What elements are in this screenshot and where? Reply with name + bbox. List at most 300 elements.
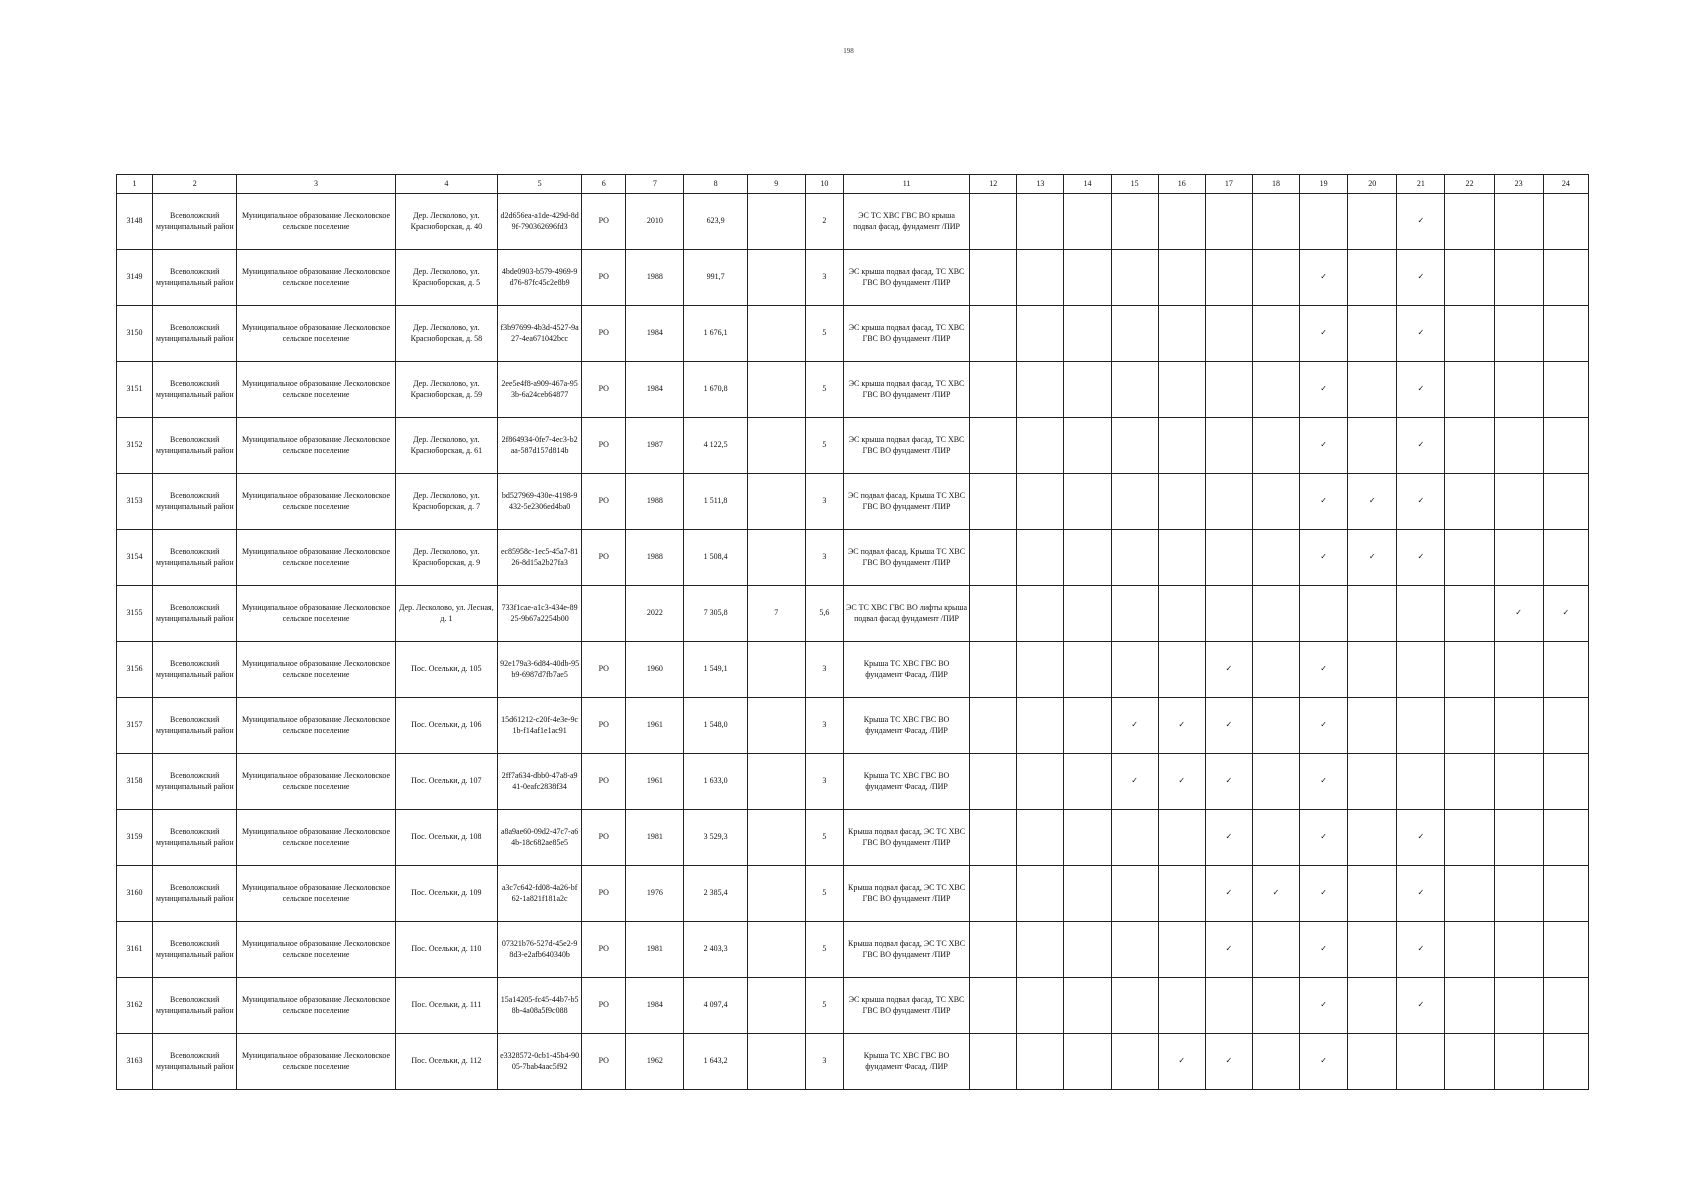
- empty-cell: [1445, 866, 1494, 922]
- check-mark-icon: ✓: [1300, 530, 1348, 586]
- empty-cell: [970, 922, 1017, 978]
- empty-cell: [1158, 810, 1205, 866]
- check-mark-icon: ✓: [1205, 810, 1252, 866]
- check-mark-icon: ✓: [1205, 754, 1252, 810]
- district-cell: Всеволожский муниципальный район: [153, 754, 237, 810]
- housing-registry-table: [116, 174, 1589, 1090]
- empty-cell: [1348, 306, 1397, 362]
- check-mark-icon: ✓: [1300, 642, 1348, 698]
- table-row: [117, 642, 1589, 698]
- building-id-cell: 2f864934-0fe7-4ec3-b2aa-587d157d814b: [498, 418, 582, 474]
- works-cell: ЭС крыша подвал фасад, ТС ХВС ГВС ВО фундамент /ПИР: [843, 418, 969, 474]
- building-id-cell: 15a14205-fc45-44b7-b58b-4a08a5f9c088: [498, 978, 582, 1034]
- empty-cell: [1348, 698, 1397, 754]
- empty-cell: [1348, 418, 1397, 474]
- year-cell: 1988: [626, 474, 684, 530]
- address-cell: Дер. Лесколово, ул. Красноборская, д. 58: [395, 306, 497, 362]
- empty-cell: [1205, 418, 1252, 474]
- address-cell: Дер. Лесколово, ул. Красноборская, д. 40: [395, 194, 497, 250]
- check-mark-icon: ✓: [1205, 922, 1252, 978]
- fund-form-cell: РО: [582, 250, 626, 306]
- row-number-cell: 3155: [117, 586, 153, 642]
- works-cell: Крыша ТС ХВС ГВС ВО фундамент Фасад, /ПИР: [843, 754, 969, 810]
- empty-cell: [1064, 698, 1111, 754]
- row-number-cell: 3154: [117, 530, 153, 586]
- empty-cell: [970, 810, 1017, 866]
- column-header: 8: [684, 175, 747, 194]
- empty-cell: [970, 1034, 1017, 1090]
- empty-cell: [1494, 250, 1543, 306]
- column-header: 12: [970, 175, 1017, 194]
- empty-cell: [1064, 866, 1111, 922]
- row-number-cell: 3149: [117, 250, 153, 306]
- empty-cell: [1158, 866, 1205, 922]
- works-cell: ЭС ТС ХВС ГВС ВО крыша подвал фасад, фундамент /ПИР: [843, 194, 969, 250]
- empty-cell: [970, 418, 1017, 474]
- municipality-cell: Муниципальное образование Лесколовское сельское поселение: [237, 810, 395, 866]
- empty-cell: [1543, 530, 1588, 586]
- works-cell: ЭС крыша подвал фасад, ТС ХВС ГВС ВО фундамент /ПИР: [843, 978, 969, 1034]
- year-cell: 1984: [626, 978, 684, 1034]
- check-mark-icon: ✓: [1158, 754, 1205, 810]
- empty-cell: [1111, 530, 1158, 586]
- check-mark-icon: ✓: [1205, 866, 1252, 922]
- check-mark-icon: ✓: [1300, 306, 1348, 362]
- works-cell: ЭС крыша подвал фасад, ТС ХВС ГВС ВО фундамент /ПИР: [843, 306, 969, 362]
- table-row: [117, 418, 1589, 474]
- empty-cell: [1494, 418, 1543, 474]
- address-cell: Дер. Лесколово, ул. Красноборская, д. 59: [395, 362, 497, 418]
- table-row: [117, 754, 1589, 810]
- check-mark-icon: ✓: [1397, 922, 1445, 978]
- building-id-cell: e3328572-0cb1-45b4-9005-7bab4aac5f92: [498, 1034, 582, 1090]
- building-id-cell: 4bde0903-b579-4969-9d76-87fc45c2e8b9: [498, 250, 582, 306]
- column-header: 11: [843, 175, 969, 194]
- empty-cell: [1064, 922, 1111, 978]
- year-cell: 1988: [626, 530, 684, 586]
- empty-cell: [1445, 698, 1494, 754]
- fund-form-cell: РО: [582, 474, 626, 530]
- row-number-cell: 3152: [117, 418, 153, 474]
- empty-cell: [1445, 922, 1494, 978]
- empty-cell: [1348, 250, 1397, 306]
- municipality-cell: Муниципальное образование Лесколовское сельское поселение: [237, 418, 395, 474]
- municipality-cell: Муниципальное образование Лесколовское сельское поселение: [237, 306, 395, 362]
- empty-cell: [970, 698, 1017, 754]
- area-cell: 1 670,8: [684, 362, 747, 418]
- area-cell: 1 549,1: [684, 642, 747, 698]
- empty-cell: [1494, 306, 1543, 362]
- building-id-cell: a8a9ae60-09d2-47c7-a64b-18c682ae85e5: [498, 810, 582, 866]
- empty-cell: [1543, 362, 1588, 418]
- check-mark-icon: ✓: [1397, 194, 1445, 250]
- empty-cell: [1445, 418, 1494, 474]
- table-row: [117, 530, 1589, 586]
- works-cell: Крыша подвал фасад, ЭС ТС ХВС ГВС ВО фундамент /ПИР: [843, 922, 969, 978]
- column-9-cell: [747, 474, 805, 530]
- building-id-cell: a3c7c642-fd08-4a26-bf62-1a821f181a2c: [498, 866, 582, 922]
- column-9-cell: [747, 1034, 805, 1090]
- column-header: 16: [1158, 175, 1205, 194]
- empty-cell: [1494, 922, 1543, 978]
- column-9-cell: [747, 306, 805, 362]
- table-row: [117, 474, 1589, 530]
- empty-cell: [1064, 530, 1111, 586]
- empty-cell: [1348, 866, 1397, 922]
- empty-cell: [1445, 586, 1494, 642]
- check-mark-icon: ✓: [1397, 810, 1445, 866]
- table-row: [117, 362, 1589, 418]
- row-number-cell: 3148: [117, 194, 153, 250]
- column-10-cell: 3: [805, 1034, 843, 1090]
- row-number-cell: 3150: [117, 306, 153, 362]
- check-mark-icon: ✓: [1348, 530, 1397, 586]
- empty-cell: [1111, 810, 1158, 866]
- area-cell: 2 403,3: [684, 922, 747, 978]
- empty-cell: [1111, 306, 1158, 362]
- fund-form-cell: РО: [582, 698, 626, 754]
- empty-cell: [1252, 250, 1299, 306]
- district-cell: Всеволожский муниципальный район: [153, 306, 237, 362]
- column-9-cell: [747, 810, 805, 866]
- empty-cell: [1445, 306, 1494, 362]
- municipality-cell: Муниципальное образование Лесколовское сельское поселение: [237, 754, 395, 810]
- empty-cell: [1205, 306, 1252, 362]
- empty-cell: [1111, 1034, 1158, 1090]
- year-cell: 1988: [626, 250, 684, 306]
- empty-cell: [1397, 698, 1445, 754]
- fund-form-cell: РО: [582, 306, 626, 362]
- year-cell: 1976: [626, 866, 684, 922]
- empty-cell: [1205, 474, 1252, 530]
- works-cell: Крыша подвал фасад, ЭС ТС ХВС ГВС ВО фундамент /ПИР: [843, 810, 969, 866]
- empty-cell: [1252, 978, 1299, 1034]
- column-header: 15: [1111, 175, 1158, 194]
- empty-cell: [1252, 642, 1299, 698]
- empty-cell: [1158, 418, 1205, 474]
- row-number-cell: 3159: [117, 810, 153, 866]
- municipality-cell: Муниципальное образование Лесколовское сельское поселение: [237, 866, 395, 922]
- empty-cell: [1205, 586, 1252, 642]
- column-header: 5: [498, 175, 582, 194]
- fund-form-cell: РО: [582, 1034, 626, 1090]
- check-mark-icon: ✓: [1300, 698, 1348, 754]
- empty-cell: [1494, 754, 1543, 810]
- column-header: 14: [1064, 175, 1111, 194]
- year-cell: 1961: [626, 698, 684, 754]
- empty-cell: [1111, 642, 1158, 698]
- empty-cell: [1064, 978, 1111, 1034]
- building-id-cell: 15d61212-c20f-4e3e-9c1b-f14af1e1ac91: [498, 698, 582, 754]
- empty-cell: [1348, 922, 1397, 978]
- empty-cell: [1017, 250, 1064, 306]
- empty-cell: [970, 978, 1017, 1034]
- empty-cell: [1252, 306, 1299, 362]
- works-cell: ЭС ТС ХВС ГВС ВО лифты крыша подвал фасад фундамент /ПИР: [843, 586, 969, 642]
- check-mark-icon: ✓: [1158, 698, 1205, 754]
- municipality-cell: Муниципальное образование Лесколовское сельское поселение: [237, 922, 395, 978]
- empty-cell: [1017, 362, 1064, 418]
- empty-cell: [1017, 474, 1064, 530]
- empty-cell: [1300, 586, 1348, 642]
- empty-cell: [1017, 418, 1064, 474]
- district-cell: Всеволожский муниципальный район: [153, 586, 237, 642]
- check-mark-icon: ✓: [1300, 810, 1348, 866]
- empty-cell: [1064, 754, 1111, 810]
- address-cell: Пос. Осельки, д. 108: [395, 810, 497, 866]
- fund-form-cell: РО: [582, 810, 626, 866]
- table-row: [117, 250, 1589, 306]
- check-mark-icon: ✓: [1158, 1034, 1205, 1090]
- row-number-cell: 3156: [117, 642, 153, 698]
- fund-form-cell: [582, 586, 626, 642]
- empty-cell: [1348, 194, 1397, 250]
- column-header: 22: [1445, 175, 1494, 194]
- empty-cell: [1348, 586, 1397, 642]
- table-row: [117, 978, 1589, 1034]
- column-10-cell: 3: [805, 530, 843, 586]
- building-id-cell: f3b97699-4b3d-4527-9a27-4ea671042bcc: [498, 306, 582, 362]
- municipality-cell: Муниципальное образование Лесколовское сельское поселение: [237, 530, 395, 586]
- column-9-cell: [747, 642, 805, 698]
- empty-cell: [1111, 922, 1158, 978]
- check-mark-icon: ✓: [1205, 698, 1252, 754]
- empty-cell: [1111, 866, 1158, 922]
- empty-cell: [1064, 474, 1111, 530]
- empty-cell: [1348, 978, 1397, 1034]
- column-header: 3: [237, 175, 395, 194]
- address-cell: Пос. Осельки, д. 107: [395, 754, 497, 810]
- table-row: [117, 810, 1589, 866]
- empty-cell: [1543, 1034, 1588, 1090]
- table-row: [117, 194, 1589, 250]
- column-9-cell: [747, 754, 805, 810]
- empty-cell: [1064, 250, 1111, 306]
- empty-cell: [1252, 530, 1299, 586]
- empty-cell: [1543, 754, 1588, 810]
- column-10-cell: 3: [805, 698, 843, 754]
- column-10-cell: 5: [805, 978, 843, 1034]
- address-cell: Пос. Осельки, д. 112: [395, 1034, 497, 1090]
- empty-cell: [1494, 698, 1543, 754]
- area-cell: 1 511,8: [684, 474, 747, 530]
- empty-cell: [1543, 418, 1588, 474]
- table-row: [117, 866, 1589, 922]
- district-cell: Всеволожский муниципальный район: [153, 642, 237, 698]
- district-cell: Всеволожский муниципальный район: [153, 1034, 237, 1090]
- empty-cell: [970, 530, 1017, 586]
- check-mark-icon: ✓: [1300, 922, 1348, 978]
- empty-cell: [1445, 474, 1494, 530]
- column-header: 4: [395, 175, 497, 194]
- empty-cell: [1111, 194, 1158, 250]
- area-cell: 1 633,0: [684, 754, 747, 810]
- empty-cell: [1494, 1034, 1543, 1090]
- column-10-cell: 3: [805, 474, 843, 530]
- column-10-cell: 3: [805, 754, 843, 810]
- area-cell: 2 385,4: [684, 866, 747, 922]
- empty-cell: [1348, 1034, 1397, 1090]
- empty-cell: [1543, 810, 1588, 866]
- works-cell: ЭС подвал фасад, Крыша ТС ХВС ГВС ВО фундамент /ПИР: [843, 530, 969, 586]
- district-cell: Всеволожский муниципальный район: [153, 866, 237, 922]
- column-9-cell: [747, 866, 805, 922]
- empty-cell: [1111, 418, 1158, 474]
- column-9-cell: [747, 418, 805, 474]
- address-cell: Пос. Осельки, д. 110: [395, 922, 497, 978]
- works-cell: Крыша ТС ХВС ГВС ВО фундамент Фасад, /ПИР: [843, 642, 969, 698]
- district-cell: Всеволожский муниципальный район: [153, 698, 237, 754]
- fund-form-cell: РО: [582, 418, 626, 474]
- empty-cell: [1064, 642, 1111, 698]
- empty-cell: [1543, 194, 1588, 250]
- address-cell: Дер. Лесколово, ул. Красноборская, д. 61: [395, 418, 497, 474]
- district-cell: Всеволожский муниципальный район: [153, 978, 237, 1034]
- building-id-cell: d2d656ea-a1de-429d-8d9f-790362696fd3: [498, 194, 582, 250]
- empty-cell: [1397, 586, 1445, 642]
- fund-form-cell: РО: [582, 530, 626, 586]
- empty-cell: [1158, 250, 1205, 306]
- empty-cell: [970, 866, 1017, 922]
- empty-cell: [1111, 474, 1158, 530]
- empty-cell: [1158, 586, 1205, 642]
- area-cell: 7 305,8: [684, 586, 747, 642]
- check-mark-icon: ✓: [1397, 306, 1445, 362]
- district-cell: Всеволожский муниципальный район: [153, 250, 237, 306]
- check-mark-icon: ✓: [1300, 1034, 1348, 1090]
- building-id-cell: ec85958c-1ec5-45a7-8126-8d15a2b27fa3: [498, 530, 582, 586]
- empty-cell: [1064, 586, 1111, 642]
- empty-cell: [1252, 754, 1299, 810]
- empty-cell: [1064, 306, 1111, 362]
- district-cell: Всеволожский муниципальный район: [153, 362, 237, 418]
- check-mark-icon: ✓: [1111, 754, 1158, 810]
- check-mark-icon: ✓: [1543, 586, 1588, 642]
- fund-form-cell: РО: [582, 194, 626, 250]
- table-row: [117, 922, 1589, 978]
- empty-cell: [1111, 362, 1158, 418]
- empty-cell: [1543, 866, 1588, 922]
- fund-form-cell: РО: [582, 866, 626, 922]
- check-mark-icon: ✓: [1397, 474, 1445, 530]
- page-number: 198: [843, 47, 854, 55]
- year-cell: 1981: [626, 922, 684, 978]
- column-9-cell: [747, 698, 805, 754]
- empty-cell: [1017, 754, 1064, 810]
- empty-cell: [1111, 250, 1158, 306]
- empty-cell: [1111, 978, 1158, 1034]
- check-mark-icon: ✓: [1300, 362, 1348, 418]
- column-header: 18: [1252, 175, 1299, 194]
- works-cell: Крыша подвал фасад, ЭС ТС ХВС ГВС ВО фундамент /ПИР: [843, 866, 969, 922]
- empty-cell: [1397, 754, 1445, 810]
- district-cell: Всеволожский муниципальный район: [153, 922, 237, 978]
- empty-cell: [1543, 642, 1588, 698]
- check-mark-icon: ✓: [1397, 250, 1445, 306]
- municipality-cell: Муниципальное образование Лесколовское сельское поселение: [237, 362, 395, 418]
- empty-cell: [970, 642, 1017, 698]
- empty-cell: [1252, 418, 1299, 474]
- column-10-cell: 5: [805, 418, 843, 474]
- works-cell: ЭС крыша подвал фасад, ТС ХВС ГВС ВО фундамент /ПИР: [843, 362, 969, 418]
- year-cell: 1960: [626, 642, 684, 698]
- district-cell: Всеволожский муниципальный район: [153, 810, 237, 866]
- check-mark-icon: ✓: [1494, 586, 1543, 642]
- empty-cell: [1017, 698, 1064, 754]
- row-number-cell: 3163: [117, 1034, 153, 1090]
- column-10-cell: 5: [805, 810, 843, 866]
- address-cell: Пос. Осельки, д. 105: [395, 642, 497, 698]
- district-cell: Всеволожский муниципальный район: [153, 530, 237, 586]
- column-10-cell: 5: [805, 922, 843, 978]
- district-cell: Всеволожский муниципальный район: [153, 474, 237, 530]
- empty-cell: [1017, 922, 1064, 978]
- empty-cell: [1397, 1034, 1445, 1090]
- empty-cell: [1348, 362, 1397, 418]
- check-mark-icon: ✓: [1205, 642, 1252, 698]
- column-header: 9: [747, 175, 805, 194]
- empty-cell: [1064, 194, 1111, 250]
- empty-cell: [1445, 530, 1494, 586]
- empty-cell: [1543, 978, 1588, 1034]
- area-cell: 3 529,3: [684, 810, 747, 866]
- check-mark-icon: ✓: [1111, 698, 1158, 754]
- empty-cell: [1158, 194, 1205, 250]
- row-number-cell: 3153: [117, 474, 153, 530]
- empty-cell: [970, 194, 1017, 250]
- works-cell: ЭС подвал фасад, Крыша ТС ХВС ГВС ВО фундамент /ПИР: [843, 474, 969, 530]
- empty-cell: [1017, 530, 1064, 586]
- empty-cell: [1543, 698, 1588, 754]
- area-cell: 4 122,5: [684, 418, 747, 474]
- empty-cell: [1494, 194, 1543, 250]
- header-row: [117, 175, 1589, 194]
- empty-cell: [1494, 474, 1543, 530]
- row-number-cell: 3151: [117, 362, 153, 418]
- year-cell: 1984: [626, 306, 684, 362]
- column-header: 10: [805, 175, 843, 194]
- empty-cell: [1445, 194, 1494, 250]
- column-header: 6: [582, 175, 626, 194]
- area-cell: 1 508,4: [684, 530, 747, 586]
- column-9-cell: [747, 194, 805, 250]
- empty-cell: [1252, 194, 1299, 250]
- municipality-cell: Муниципальное образование Лесколовское сельское поселение: [237, 474, 395, 530]
- empty-cell: [1494, 866, 1543, 922]
- column-9-cell: [747, 978, 805, 1034]
- column-10-cell: 5: [805, 362, 843, 418]
- check-mark-icon: ✓: [1252, 866, 1299, 922]
- empty-cell: [1205, 250, 1252, 306]
- empty-cell: [1445, 250, 1494, 306]
- year-cell: 2022: [626, 586, 684, 642]
- empty-cell: [970, 250, 1017, 306]
- column-9-cell: [747, 530, 805, 586]
- column-header: 23: [1494, 175, 1543, 194]
- empty-cell: [1543, 250, 1588, 306]
- check-mark-icon: ✓: [1397, 978, 1445, 1034]
- fund-form-cell: РО: [582, 978, 626, 1034]
- check-mark-icon: ✓: [1397, 866, 1445, 922]
- building-id-cell: bd527969-430e-4198-9432-5e2306ed4ba0: [498, 474, 582, 530]
- building-id-cell: 07321b76-527d-45e2-98d3-e2afb640340b: [498, 922, 582, 978]
- check-mark-icon: ✓: [1397, 530, 1445, 586]
- empty-cell: [1158, 922, 1205, 978]
- column-10-cell: 3: [805, 250, 843, 306]
- empty-cell: [1017, 194, 1064, 250]
- empty-cell: [1064, 418, 1111, 474]
- empty-cell: [1252, 1034, 1299, 1090]
